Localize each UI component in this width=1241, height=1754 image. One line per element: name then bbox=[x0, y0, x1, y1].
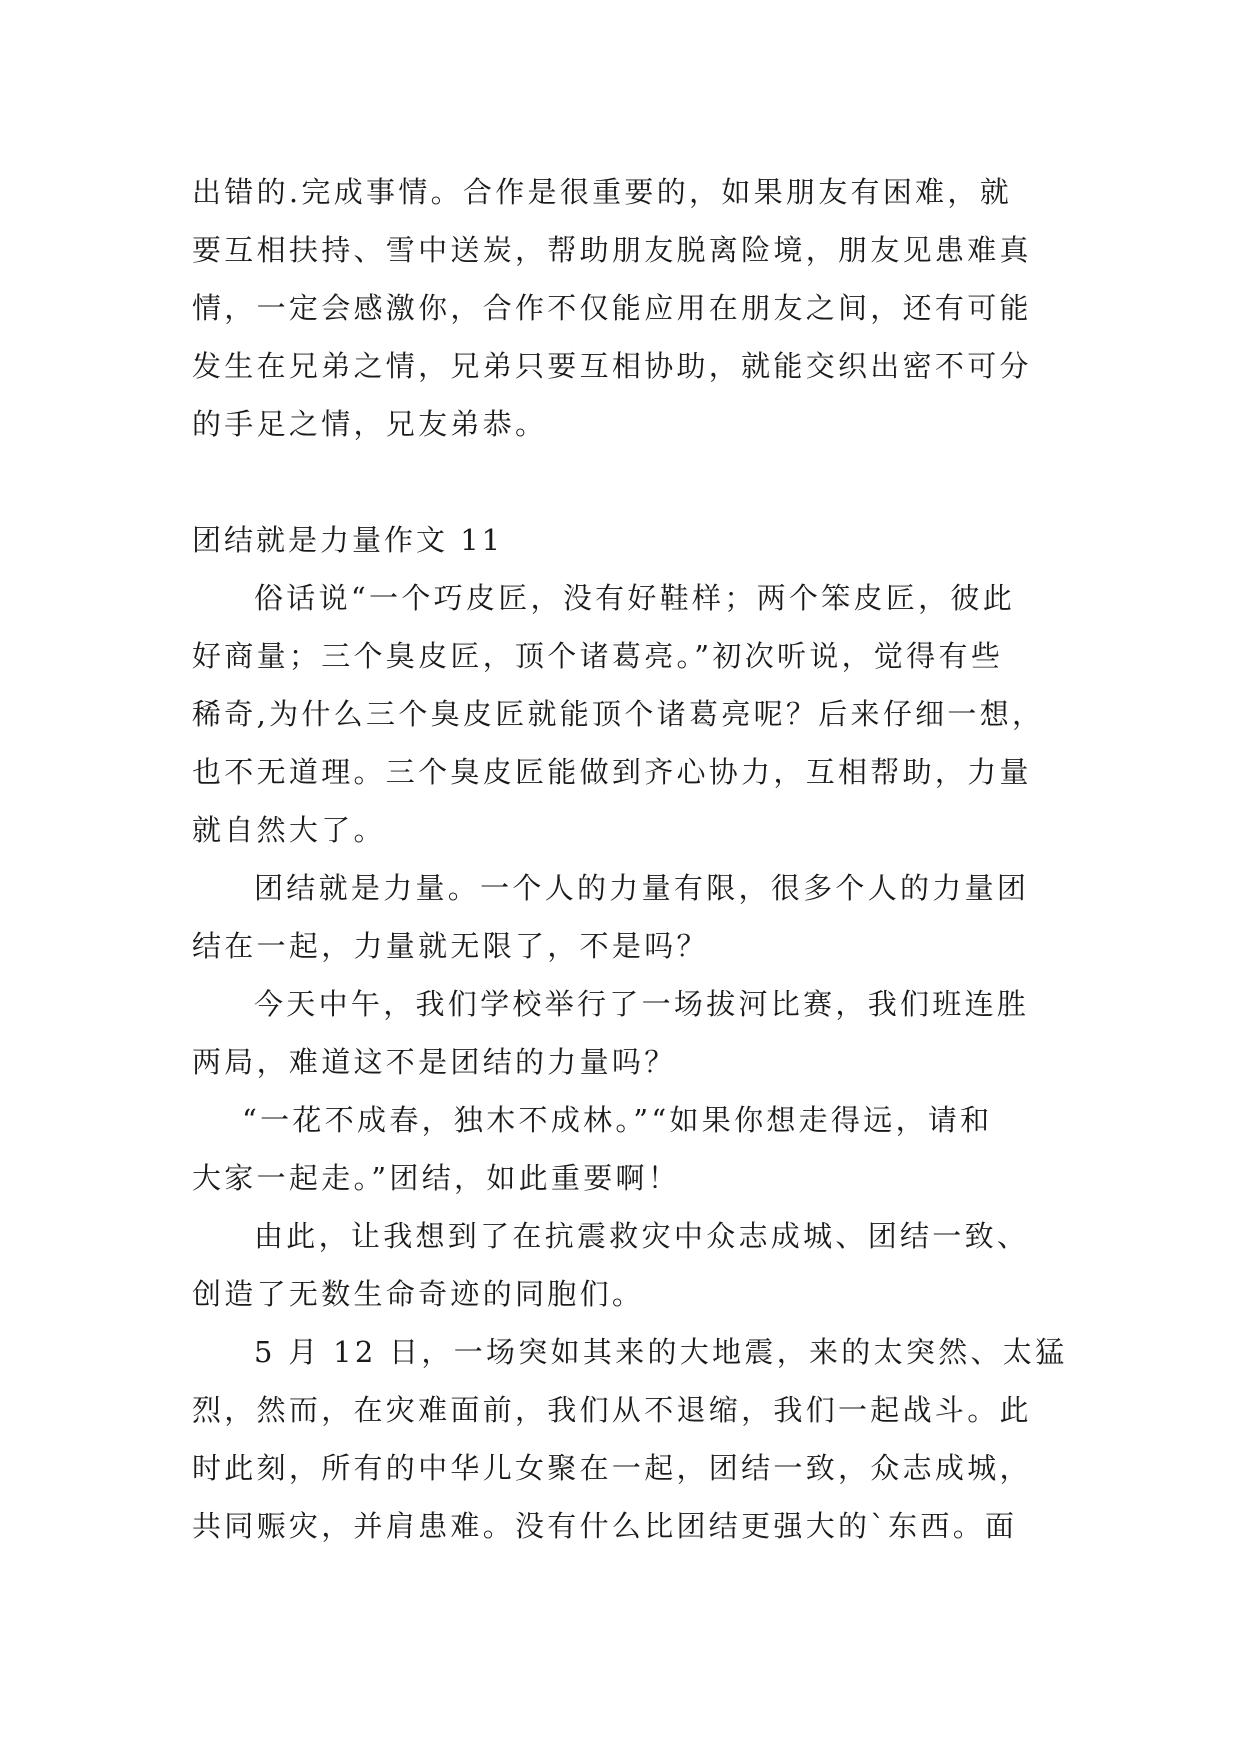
text-line: 也不无道理。三个臭皮匠能做到齐心协力，互相帮助，力量 bbox=[192, 755, 1032, 789]
text-line: 创造了无数生命奇迹的同胞们。 bbox=[192, 1277, 645, 1311]
section-spacer bbox=[192, 453, 1062, 511]
text-line: 俗话说“一个巧皮匠，没有好鞋样；两个笨皮匠，彼此 bbox=[254, 581, 1016, 615]
essay-paragraph-5 bbox=[192, 1207, 1062, 1323]
text-line: 时此刻，所有的中华儿女聚在一起，团结一致，众志成城， bbox=[192, 1451, 1032, 1485]
text-line: 稀奇,为什么三个臭皮匠就能顶个诸葛亮呢？后来仔细一想， bbox=[192, 697, 1045, 731]
text-line: “一花不成春，独木不成林。”“如果你想走得远，请和 bbox=[242, 1103, 993, 1137]
text-line: 就自然大了。 bbox=[192, 813, 386, 847]
document-body bbox=[192, 163, 1068, 1555]
text-line: 出错的.完成事情。合作是很重要的，如果朋友有困难，就 bbox=[192, 175, 1013, 209]
essay-paragraph-6 bbox=[192, 1323, 1068, 1555]
essay-paragraph-1 bbox=[192, 569, 1062, 859]
text-line: 要互相扶持、雪中送炭，帮助朋友脱离险境，朋友见患难真 bbox=[192, 233, 1032, 267]
text-line: 团结就是力量。一个人的力量有限，很多个人的力量团 bbox=[254, 871, 1030, 905]
text-line: 发生在兄弟之情，兄弟只要互相协助，就能交织出密不可分 bbox=[192, 349, 1032, 383]
text-line: 共同赈灾，并肩患难。没有什么比团结更强大的`东西。面 bbox=[192, 1509, 1018, 1543]
essay-title: 团结就是力量作文 11 bbox=[192, 523, 504, 557]
text-line: 两局，难道这不是团结的力量吗？ bbox=[192, 1045, 677, 1079]
text-line: 好商量；三个臭皮匠，顶个诸葛亮。”初次听说，觉得有些 bbox=[192, 639, 1004, 673]
previous-section-text bbox=[192, 163, 1062, 453]
text-line: 由此，让我想到了在抗震救灾中众志成城、团结一致、 bbox=[254, 1219, 1030, 1253]
text-line: 结在一起，力量就无限了，不是吗？ bbox=[192, 929, 709, 963]
essay-paragraph-3 bbox=[192, 975, 1062, 1091]
text-line: 情，一定会感激你，合作不仅能应用在朋友之间，还有可能 bbox=[192, 291, 1032, 325]
text-line: 大家一起走。”团结，如此重要啊！ bbox=[192, 1161, 681, 1195]
essay-paragraph-2 bbox=[192, 859, 1062, 975]
essay-paragraph-4 bbox=[192, 1091, 1062, 1207]
text-line: 今天中午，我们学校举行了一场拔河比赛，我们班连胜 bbox=[254, 987, 1030, 1021]
text-line: 烈，然而，在灾难面前，我们从不退缩，我们一起战斗。此 bbox=[192, 1393, 1032, 1427]
text-line: 的手足之情，兄友弟恭。 bbox=[192, 407, 548, 441]
text-line: 5 月 12 日，一场突如其来的大地震，来的太突然、太猛 bbox=[254, 1335, 1068, 1369]
